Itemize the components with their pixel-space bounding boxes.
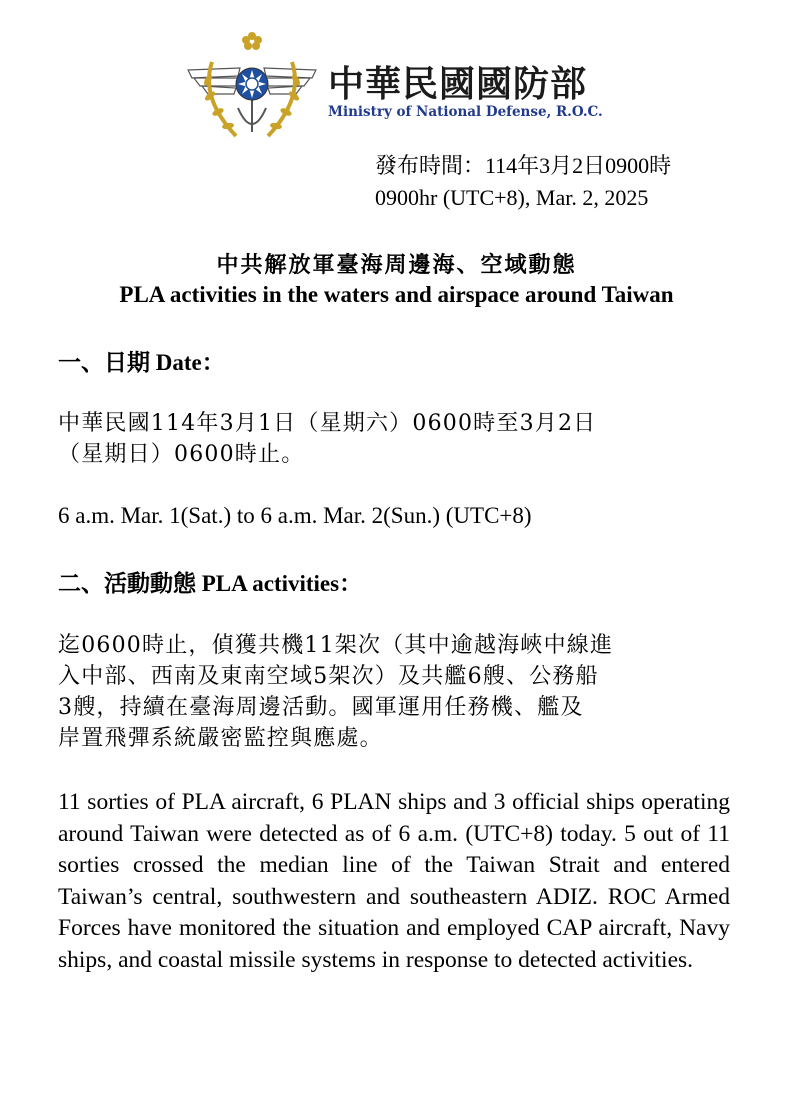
activities-zh-line: 岸置飛彈系統嚴密監控與應處。 (58, 726, 383, 751)
section-activities-en: 11 sorties of PLA aircraft, 6 PLAN ships and 3 official ships operating around Taiwan were detected as of 6 a.m. (UTC+8) today. 5 out of 11 sorties crossed the median line of the Taiwan Strait and entered Taiwan’s central, southwestern and southeastern ADIZ. ROC Armed Forces have monitored the situation and employed CAP aircraft, Navy ships, and coastal missile systems in response to detected activities. (58, 789, 730, 973)
section-activities-heading: 二、活動動態 PLA activities： (58, 571, 363, 596)
section-date-heading: 一、日期 Date： (58, 350, 225, 375)
section-date-en: 6 a.m. Mar. 1(Sat.) to 6 a.m. Mar. 2(Sun.) (UTC+8) (58, 503, 532, 528)
date-zh-line: （星期日）0600時止。 (58, 442, 305, 467)
release-time-en: 0900hr (UTC+8), Mar. 2, 2025 (375, 185, 649, 210)
section-activities-zh (58, 630, 748, 754)
release-time-zh: 發布時間：114年3月2日0900時 (375, 153, 672, 178)
section-date-zh (58, 408, 748, 470)
date-zh-line: 中華民國114年3月1日（星期六）0600時至3月2日 (58, 411, 597, 436)
org-name-zh: 中華民國國防部 (328, 64, 588, 105)
page-title-en: PLA activities in the waters and airspace around Taiwan (119, 282, 674, 307)
mnd-emblem-icon (178, 28, 326, 146)
org-name-en: Ministry of National Defense, R.O.C. (328, 104, 603, 120)
page-title-zh: 中共解放軍臺海周邊海、空域動態 (216, 252, 577, 278)
activities-zh-line: 迄0600時止，偵獲共機11架次（其中逾越海峽中線進 (58, 633, 614, 658)
release-time (375, 150, 671, 214)
activities-zh-line: 3艘，持續在臺海周邊活動。國軍運用任務機、艦及 (58, 695, 584, 720)
activities-zh-line: 入中部、西南及東南空域5架次）及共艦6艘、公務船 (58, 664, 599, 689)
